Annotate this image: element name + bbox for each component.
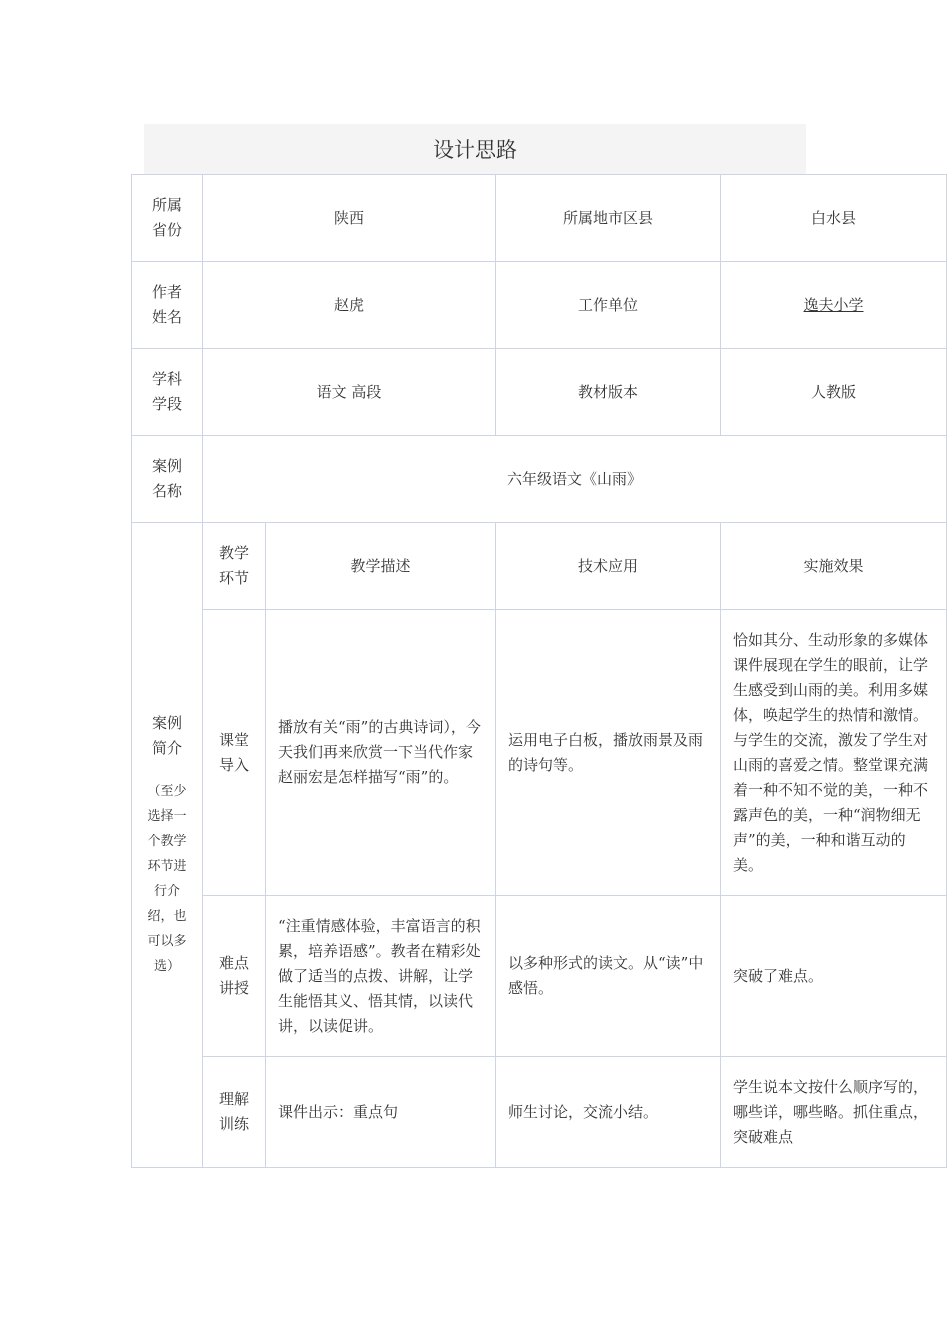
design-table [131, 174, 947, 1168]
stage-1-desc: 播放有关“雨”的古典诗词），今天我们再来欣赏一下当代作家赵丽宏是怎样描写“雨”的。 [266, 610, 496, 896]
intro-label-cell [132, 523, 203, 1168]
city-label: 所属地市区县 [496, 175, 721, 262]
stage-3-name: 理解训练 [203, 1057, 266, 1168]
edition-label: 教材版本 [496, 349, 721, 436]
table-row [132, 523, 947, 610]
table-row [132, 610, 947, 896]
stage-2-desc: “注重情感体验，丰富语言的积累，培养语感”。教者在精彩处做了适当的点拨、讲解，让学生能悟其义、悟其情，以读代讲，以读促讲。 [266, 896, 496, 1057]
author-value: 赵虎 [203, 262, 496, 349]
unit-value-link[interactable]: 逸夫小学 [803, 295, 864, 314]
header-desc: 教学描述 [266, 523, 496, 610]
header-tech: 技术应用 [496, 523, 721, 610]
unit-label: 工作单位 [496, 262, 721, 349]
province-label [132, 175, 203, 262]
subject-label [132, 349, 203, 436]
header-stage-text: 教学 环节 [218, 544, 249, 587]
header-effect: 实施效果 [721, 523, 947, 610]
stage-2-effect: 突破了难点。 [721, 896, 947, 1057]
table-row [132, 1057, 947, 1168]
stage-3-tech: 师生讨论，交流小结。 [496, 1057, 721, 1168]
document-title: 设计思路 [433, 138, 517, 162]
table-row [132, 896, 947, 1057]
stage-3-desc: 课件出示：重点句 [266, 1057, 496, 1168]
intro-note: （至少 选择一 个教学 环节进 行介 绍，也 可以多 选） [147, 784, 187, 974]
stage-1-effect: 恰如其分、生动形象的多媒体课件展现在学生的眼前，让学生感受到山雨的美。利用多媒体，唤起学生的热情和激情。与学生的交流，激发了学生对山雨的喜爱之情。整堂课充满着一种不知不觉的美，一种不露声色的美，一种“润物细无声”的美，一种和谐互动的美。 [721, 610, 947, 896]
intro-label: 案例 简介 [151, 714, 182, 757]
table-row [132, 349, 947, 436]
city-value: 白水县 [721, 175, 947, 262]
subject-label-text: 学科 学段 [151, 370, 182, 413]
table-row [132, 436, 947, 523]
author-label [132, 262, 203, 349]
table-row [132, 262, 947, 349]
subject-value: 语文 高段 [203, 349, 496, 436]
province-label-text: 所属 省份 [151, 196, 182, 239]
province-value: 陕西 [203, 175, 496, 262]
stage-1-tech: 运用电子白板，播放雨景及雨的诗句等。 [496, 610, 721, 896]
header-stage [203, 523, 266, 610]
edition-value: 人教版 [721, 349, 947, 436]
case-name-label-text: 案例 名称 [151, 457, 182, 500]
author-label-text: 作者 姓名 [151, 283, 182, 326]
stage-2-tech: 以多种形式的读文。从“读”中感悟。 [496, 896, 721, 1057]
stage-3-effect: 学生说本文按什么顺序写的，哪些详，哪些略。抓住重点，突破难点 [721, 1057, 947, 1168]
stage-1-name: 课堂导入 [203, 610, 266, 896]
table-row [132, 175, 947, 262]
case-name-label [132, 436, 203, 523]
stage-2-name: 难点讲授 [203, 896, 266, 1057]
document-title-bar [144, 124, 806, 174]
case-name-value: 六年级语文《山雨》 [203, 436, 947, 523]
unit-value-cell [721, 262, 947, 349]
